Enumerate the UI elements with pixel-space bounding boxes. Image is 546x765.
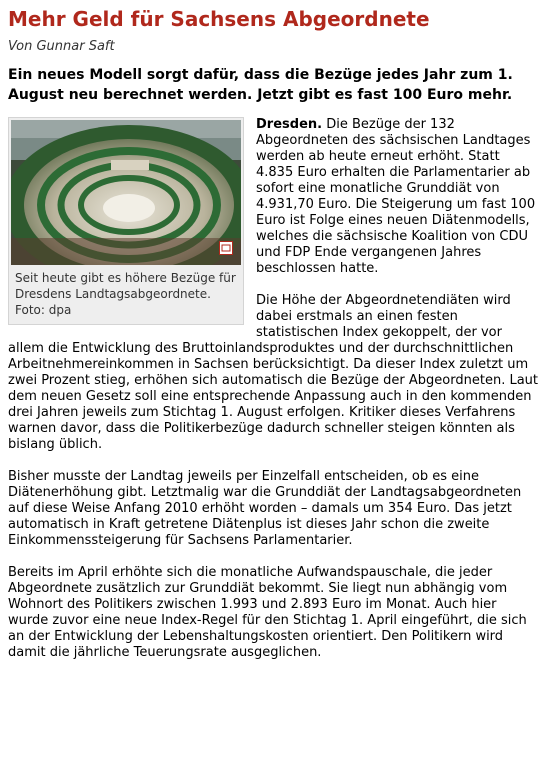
article-figure	[8, 117, 244, 325]
photo-caption: Seit heute gibt es höhere Bezüge für Dresdens Landtagsabgeordnete. Foto: dpa	[15, 271, 236, 317]
zoom-icon[interactable]	[219, 241, 233, 255]
paragraph-2: Die Höhe der Abgeordnetendiäten wird dabei erstmals an einen festen statistischen Index gekoppelt, der vor allem die Entwicklung des Bruttoinlandsproduktes und der durchschnittlichen Arbeitnehmereinkommen in Sachsen berücksichtigt. Da dieser Index zuletzt um zwei Prozent stieg, erhöhen sich automatisch die Bezüge der Abgeordneten. Laut dem neuen Gesetz soll eine entsprechende Anpassung auch in den kommenden drei Jahren jeweils zum Stichtag 1. August erfolgen. Kritiker dieses Verfahrens warnen davor, dass die Politikerbezüge dadurch schneller steigen könnten als bislang üblich.	[8, 293, 538, 452]
lead-paragraph: Ein neues Modell sorgt dafür, dass die Bezüge jedes Jahr zum 1. August neu berechnet werden. Jetzt gibt es fast 100 Euro mehr.	[8, 67, 513, 103]
paragraph-3: Bisher musste der Landtag jeweils per Einzelfall entscheiden, ob es eine Diätenerhöhung gibt. Letztmalig war die Grunddiät der Landtagsabgeordneten auf diese Weise Anfang 2010 erhöht worden – damals um 354 Euro. Das jetzt automatisch in Kraft getretene Diätenplus ist dieses Jahr schon die zweite Einkommenssteigerung für Sachsens Parlamentarier.	[8, 469, 522, 548]
article-body	[8, 117, 538, 661]
paragraph-1-text: Die Bezüge der 132 Abgeordneten des sächsischen Landtages werden ab heute erneut erhöht. Statt 4.835 Euro erhalten die Parlamentarier ab sofort eine monatliche Grunddiät von 4.931,70 Euro. Die Steigerung um fast 100 Euro ist Folge eines neuen Diätenmodells, welches die sächsische Koalition von CDU und FDP Ende vergangenen Jahres beschlossen hatte.	[256, 117, 536, 276]
headline: Mehr Geld für Sachsens Abgeordnete	[8, 7, 430, 31]
parliament-photo[interactable]	[11, 120, 241, 265]
dateline: Dresden.	[256, 117, 323, 132]
byline: Von Gunnar Saft	[8, 39, 115, 54]
paragraph-4: Bereits im April erhöhte sich die monatliche Aufwandspauschale, die jeder Abgeordnete zusätzlich zur Grunddiät bekommt. Sie liegt nun abhängig vom Wohnort des Politikers zwischen 1.993 und 2.893 Euro im Monat. Auch hier wurde zuvor eine neue Index-Regel für den Stichtag 1. April eingeführt, die sich an der Entwicklung der Lebenshaltungskosten orientiert. Den Politikern wird damit die jährliche Teuerungsrate ausgeglichen.	[8, 565, 527, 660]
